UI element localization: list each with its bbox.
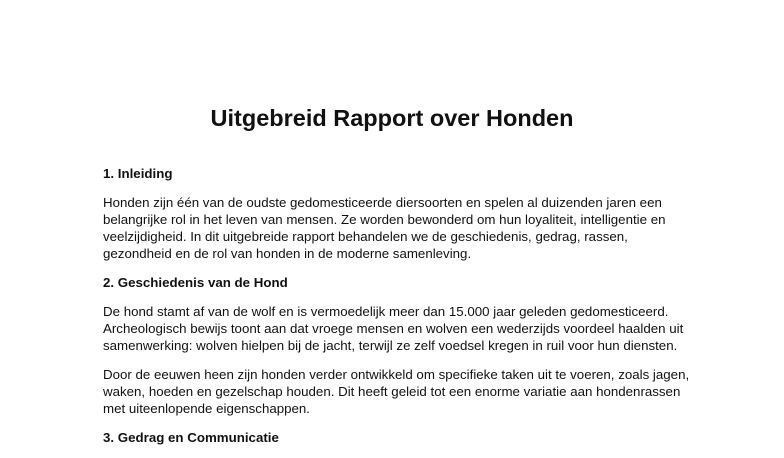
section-gedrag: [103, 429, 703, 446]
paragraph-line: De hond stamt af van de wolf en is vermoedelijk meer dan 15.000 jaar geleden gedomesticeerd.: [103, 304, 669, 319]
paragraph: [103, 194, 703, 262]
section-heading: 3. Gedrag en Communicatie: [103, 430, 279, 445]
paragraph-line: gezondheid en de rol van honden in de moderne samenleving.: [103, 246, 472, 261]
section-geschiedenis: [103, 274, 703, 417]
document-title: Uitgebreid Rapport over Honden: [210, 105, 574, 131]
paragraph-line: Honden zijn één van de oudste gedomesticeerde diersoorten en spelen al duizenden jaren een: [103, 195, 662, 210]
section-heading: 1. Inleiding: [103, 166, 173, 181]
document-body: [103, 165, 703, 458]
paragraph-line: met uiteenlopende eigenschappen.: [103, 401, 311, 416]
paragraph-line: belangrijke rol in het leven van mensen. Ze worden bewonderd om hun loyaliteit, intelligentie en: [103, 212, 666, 227]
paragraph-line: Door de eeuwen heen zijn honden verder ontwikkeld om specifieke taken uit te voeren, zoals jagen,: [103, 367, 690, 382]
paragraph-line: samenwerking: wolven hielpen bij de jacht, terwijl ze zelf voedsel kregen in ruil voor hun diensten.: [103, 338, 678, 353]
section-inleiding: [103, 165, 703, 262]
paragraph-line: veelzijdigheid. In dit uitgebreide rapport behandelen we de geschiedenis, gedrag, rassen,: [103, 229, 628, 244]
paragraph: [103, 303, 703, 354]
section-heading: 2. Geschiedenis van de Hond: [103, 275, 288, 290]
paragraph-line: waken, hoeden en gezelschap houden. Dit heeft geleid tot een enorme variatie aan hondenrassen: [103, 384, 681, 399]
paragraph-line: Archeologisch bewijs toont aan dat vroege mensen en wolven een wederzijds voordeel haalden uit: [103, 321, 684, 336]
paragraph: [103, 366, 703, 417]
